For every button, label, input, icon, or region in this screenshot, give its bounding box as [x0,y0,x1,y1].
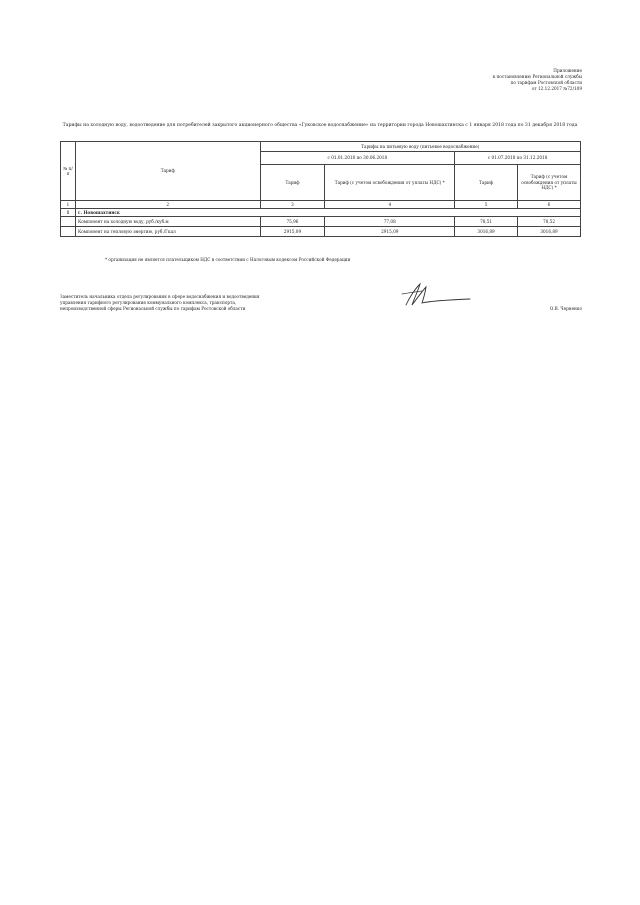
document-title: Тарифы на холодную воду, водоотведение для потребителей закрытого акционерного общества «Гуковское водоснабжение» на территории города Новошахтинска с 1 января 2018 года по 31 декабря 2018 года [62,123,578,128]
sub-header-tariff-1: Тариф [260,165,325,201]
appendix-line-1: Приложение [553,68,582,73]
row-value: 78,52 [518,217,581,227]
appendix-line-2: к постановлению Региональной службы [492,74,582,79]
index-cell: 2 [75,201,260,209]
sub-header-tariff-2: Тариф [455,165,518,201]
row-value: 78,51 [455,217,518,227]
signer-block [60,294,260,312]
row-value: 77,08 [325,217,455,227]
table-row [61,217,581,227]
row-value: 2915,09 [260,227,325,237]
sub-header-tariff-vat-1: Тариф (с учетом освобождения от уплаты НДС) * [325,165,455,201]
handwritten-signature [400,282,475,308]
appendix-block [493,68,582,92]
row-value: 2915,09 [325,227,455,237]
col-header-tariff: Тариф [75,142,260,201]
index-cell: 6 [518,201,581,209]
section-row [61,209,581,217]
signer-line-2: управления тарифного регулирования коммунального комплекса, транспорта, [60,300,237,305]
signer-line-3: непроизводственной сферы Региональной службы по тарифам Ростовской области [60,306,246,311]
row-label: Компонент на тепловую энергию, руб./Гкал [75,227,260,237]
index-cell: 1 [61,201,76,209]
signer-line-1: Заместитель начальника отдела регулирования в сфере водоснабжения и водоотведения [60,294,260,299]
index-cell: 4 [325,201,455,209]
tariff-table [60,141,581,237]
sub-header-tariff-vat-2: Тариф (с учетом освобождения от уплаты НДС) * [518,165,581,201]
section-num: 1 [61,209,76,217]
group-header: Тарифы на питьевую воду (питьевое водоснабжение) [260,142,580,152]
index-cell: 5 [455,201,518,209]
period-1-header: с 01.01.2018 по 30.06.2018 [260,152,455,165]
index-row [61,201,581,209]
table-row [61,227,581,237]
row-label: Компонент на холодную воду, руб./куб.м [75,217,260,227]
appendix-line-4: от 12.12.2017 №72/109 [531,86,582,91]
col-header-num: № п/п [61,142,76,201]
period-2-header: с 01.07.2018 по 31.12.2018 [455,152,581,165]
signer-name: О.В. Черненко [549,306,582,311]
row-value: 75,96 [260,217,325,227]
appendix-line-3: по тарифам Ростовской области [510,80,582,85]
section-name: г. Новошахтинск [75,209,580,217]
row-value: 3016,89 [455,227,518,237]
row-value: 3016,89 [518,227,581,237]
footnote: * организация не является плательщиком НДС в соответствии с Налоговым кодексом Российской Федерации [105,257,351,262]
index-cell: 3 [260,201,325,209]
